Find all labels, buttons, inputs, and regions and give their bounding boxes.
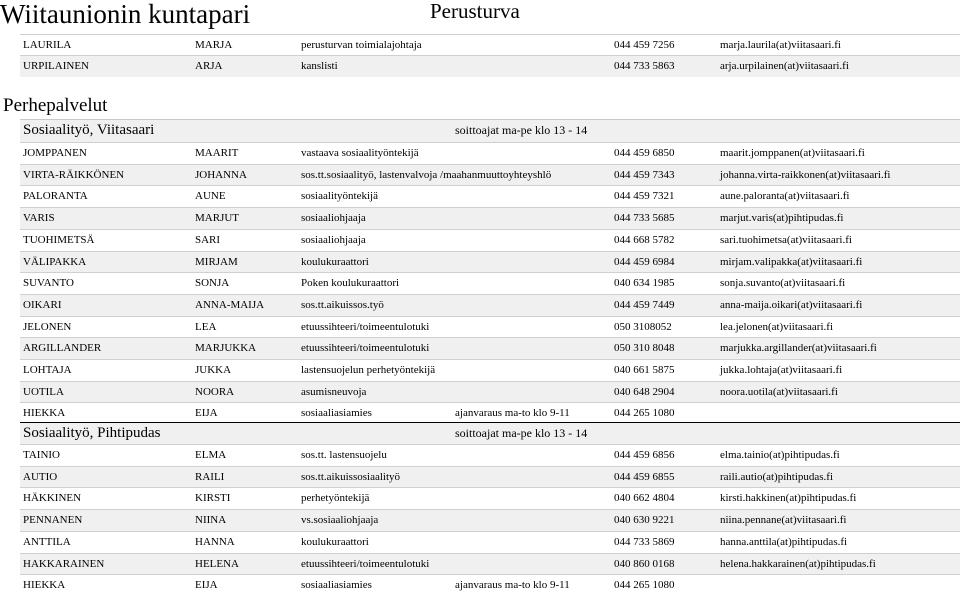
phone-cell: 040 634 1985 xyxy=(614,277,675,290)
table-row xyxy=(20,207,960,229)
table-row xyxy=(20,185,960,207)
surname-cell: HÄKKINEN xyxy=(23,492,82,505)
document-subtitle: Perusturva xyxy=(430,0,520,23)
firstname-cell: SARI xyxy=(195,233,221,246)
firstname-cell: JOHANNA xyxy=(195,168,247,181)
surname-cell: PALORANTA xyxy=(23,190,88,203)
phone-cell: 050 310 8048 xyxy=(614,342,675,355)
firstname-cell: NIINA xyxy=(195,514,227,527)
title-cell: sosiaaliasiamies xyxy=(301,407,372,420)
email-cell: niina.pennane(at)viitasaari.fi xyxy=(720,514,847,527)
phone-cell: 044 265 1080 xyxy=(614,579,675,592)
surname-cell: ARGILLANDER xyxy=(23,342,102,355)
table-row xyxy=(20,294,960,316)
title-cell: lastensuojelun perhetyöntekijä xyxy=(301,364,436,376)
table-row xyxy=(20,381,960,403)
email-cell: jukka.lohtaja(at)viitasaari.fi xyxy=(720,364,843,376)
phone-cell: 044 459 6855 xyxy=(614,470,675,483)
table-row xyxy=(20,531,960,553)
table-row xyxy=(20,359,960,381)
surname-cell: HIEKKA xyxy=(23,407,66,420)
title-cell: sosiaaliasiamies xyxy=(301,579,372,592)
firstname-cell: EIJA xyxy=(195,407,218,420)
subsection-title-pihtipudas: Sosiaalityö, Pihtipudas xyxy=(23,425,161,441)
firstname-cell: KIRSTI xyxy=(195,492,231,505)
title-cell: vs.sosiaaliohjaaja xyxy=(301,514,379,527)
phone-cell: 040 630 9221 xyxy=(614,514,675,527)
surname-cell: TAINIO xyxy=(23,449,60,461)
email-cell: marjut.varis(at)pihtipudas.fi xyxy=(720,212,844,225)
title-cell: asumisneuvoja xyxy=(301,385,367,398)
surname-cell: URPILAINEN xyxy=(23,60,89,72)
phone-cell: 044 733 5863 xyxy=(614,60,675,72)
email-cell: noora.uotila(at)viitasaari.fi xyxy=(720,385,838,398)
firstname-cell: AUNE xyxy=(195,190,226,203)
firstname-cell: EIJA xyxy=(195,579,218,592)
surname-cell: PENNANEN xyxy=(23,514,83,527)
phone-cell: 044 459 7343 xyxy=(614,168,675,181)
email-cell: mirjam.valipakka(at)viitasaari.fi xyxy=(720,255,863,268)
title-cell: kanslisti xyxy=(301,60,338,72)
email-cell: raili.autio(at)pihtipudas.fi xyxy=(720,470,834,483)
table-row xyxy=(20,574,960,596)
phone-cell: 040 662 4804 xyxy=(614,492,675,505)
title-cell: perhetyöntekijä xyxy=(301,492,370,505)
email-cell: sonja.suvanto(at)viitasaari.fi xyxy=(720,277,846,290)
phone-cell: 044 668 5782 xyxy=(614,233,675,246)
email-cell: maarit.jomppanen(at)viitasaari.fi xyxy=(720,147,865,159)
title-cell: etuussihteeri/toimeentulotuki xyxy=(301,557,430,570)
surname-cell: TUOHIMETSÄ xyxy=(23,233,95,246)
email-cell: lea.jelonen(at)viitasaari.fi xyxy=(720,320,833,333)
subsection-note-viitasaari: soittoajat ma-pe klo 13 - 14 xyxy=(455,123,588,137)
table-row xyxy=(20,142,960,164)
table-row xyxy=(20,466,960,488)
surname-cell: HIEKKA xyxy=(23,579,66,592)
section-title: Perhepalvelut xyxy=(3,95,108,116)
surname-cell: VÄLIPAKKA xyxy=(23,255,87,268)
phone-cell: 044 459 7256 xyxy=(614,39,675,51)
surname-cell: HAKKARAINEN xyxy=(23,557,105,570)
firstname-cell: MARJUT xyxy=(195,212,240,225)
email-cell: marja.laurila(at)viitasaari.fi xyxy=(720,39,841,51)
phone-cell: 044 459 6850 xyxy=(614,147,675,159)
note-cell: ajanvaraus ma-to klo 9-11 xyxy=(455,407,570,420)
table-row xyxy=(20,553,960,575)
table-row xyxy=(20,444,960,466)
firstname-cell: JUKKA xyxy=(195,364,232,376)
phone-cell: 040 648 2904 xyxy=(614,385,675,398)
email-cell: aune.paloranta(at)viitasaari.fi xyxy=(720,190,850,203)
phone-cell: 044 459 6856 xyxy=(614,449,675,461)
firstname-cell: MIRJAM xyxy=(195,255,238,268)
phone-cell: 040 860 0168 xyxy=(614,557,675,570)
title-cell: Poken koulukuraattori xyxy=(301,277,400,290)
firstname-cell: ARJA xyxy=(195,60,223,72)
phone-cell: 044 459 7449 xyxy=(614,298,675,311)
email-cell: sari.tuohimetsa(at)viitasaari.fi xyxy=(720,233,852,246)
phone-cell: 044 733 5685 xyxy=(614,212,675,225)
email-cell: elma.tainio(at)pihtipudas.fi xyxy=(720,449,840,461)
firstname-cell: HELENA xyxy=(195,557,239,570)
phone-cell: 040 661 5875 xyxy=(614,364,675,376)
email-cell: johanna.virta-raikkonen(at)viitasaari.fi xyxy=(720,168,891,181)
title-cell: sos.tt.aikuissos.työ xyxy=(301,298,384,311)
title-cell: koulukuraattori xyxy=(301,535,369,548)
firstname-cell: ELMA xyxy=(195,449,227,461)
surname-cell: VARIS xyxy=(23,212,55,225)
surname-cell: ANTTILA xyxy=(23,535,71,548)
phone-cell: 044 459 6984 xyxy=(614,255,675,268)
table-row xyxy=(20,316,960,338)
phone-cell: 050 3108052 xyxy=(614,320,672,333)
title-cell: sosiaalityöntekijä xyxy=(301,190,378,203)
subsection-title-viitasaari: Sosiaalityö, Viitasaari xyxy=(23,122,155,138)
title-cell: vastaava sosiaalityöntekijä xyxy=(301,147,419,159)
document-title: Wiitaunionin kuntapari xyxy=(0,0,251,29)
firstname-cell: HANNA xyxy=(195,535,235,548)
title-cell: sosiaaliohjaaja xyxy=(301,212,366,225)
surname-cell: AUTIO xyxy=(23,470,58,483)
email-cell: kirsti.hakkinen(at)pihtipudas.fi xyxy=(720,492,857,505)
surname-cell: UOTILA xyxy=(23,385,64,398)
table-row xyxy=(20,229,960,251)
title-cell: sos.tt.sosiaalityö, lastenvalvoja /maahanmuuttoyhteyshlö xyxy=(301,168,552,181)
firstname-cell: RAILI xyxy=(195,470,225,483)
firstname-cell: NOORA xyxy=(195,385,235,398)
table-row xyxy=(20,272,960,294)
email-cell: hanna.anttila(at)pihtipudas.fi xyxy=(720,535,848,548)
email-cell: anna-maija.oikari(at)viitasaari.fi xyxy=(720,298,863,311)
surname-cell: JELONEN xyxy=(23,320,72,333)
title-cell: etuussihteeri/toimeentulotuki xyxy=(301,342,430,355)
email-cell: arja.urpilainen(at)viitasaari.fi xyxy=(720,60,849,72)
table-row xyxy=(20,164,960,186)
surname-cell: SUVANTO xyxy=(23,277,74,290)
surname-cell: LOHTAJA xyxy=(23,364,72,376)
surname-cell: JOMPPANEN xyxy=(23,147,87,159)
firstname-cell: SONJA xyxy=(195,277,230,290)
firstname-cell: MARJUKKA xyxy=(195,342,257,355)
table-row xyxy=(20,509,960,531)
table-row xyxy=(20,251,960,273)
phone-cell: 044 459 7321 xyxy=(614,190,675,203)
surname-cell: VIRTA-RÄIKKÖNEN xyxy=(23,168,125,181)
email-cell: helena.hakkarainen(at)pihtipudas.fi xyxy=(720,557,876,570)
title-cell: sos.tt.aikuissosiaalityö xyxy=(301,470,400,483)
title-cell: sos.tt. lastensuojelu xyxy=(301,449,387,461)
firstname-cell: MAARIT xyxy=(195,147,239,159)
table-row xyxy=(20,487,960,509)
title-cell: perusturvan toimialajohtaja xyxy=(301,39,422,51)
title-cell: etuussihteeri/toimeentulotuki xyxy=(301,320,430,333)
surname-cell: LAURILA xyxy=(23,39,72,51)
surname-cell: OIKARI xyxy=(23,298,62,311)
phone-cell: 044 265 1080 xyxy=(614,407,675,420)
email-cell: marjukka.argillander(at)viitasaari.fi xyxy=(720,342,877,355)
firstname-cell: ANNA-MAIJA xyxy=(195,298,265,311)
title-cell: sosiaaliohjaaja xyxy=(301,233,366,246)
phone-cell: 044 733 5869 xyxy=(614,535,675,548)
table-row xyxy=(20,55,960,77)
title-cell: koulukuraattori xyxy=(301,255,369,268)
table-row xyxy=(20,34,960,56)
table-row xyxy=(20,337,960,359)
note-cell: ajanvaraus ma-to klo 9-11 xyxy=(455,579,570,592)
firstname-cell: LEA xyxy=(195,320,217,333)
firstname-cell: MARJA xyxy=(195,39,233,51)
subsection-note-pihtipudas: soittoajat ma-pe klo 13 - 14 xyxy=(455,426,588,440)
